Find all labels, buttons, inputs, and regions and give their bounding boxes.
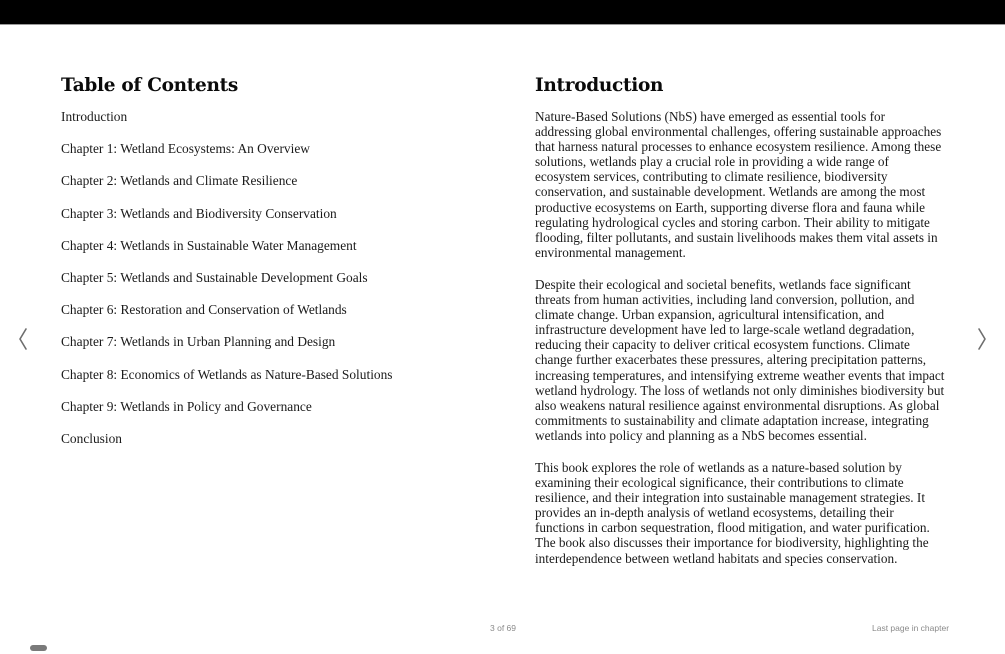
toc-title: Table of Contents — [61, 75, 239, 96]
toc-item-chapter-5[interactable]: Chapter 5: Wetlands and Sustainable Development Goals — [61, 269, 368, 285]
left-page — [61, 74, 481, 463]
chevron-right-icon — [977, 328, 987, 350]
toc-item-chapter-6[interactable]: Chapter 6: Restoration and Conservation of Wetlands — [61, 302, 347, 318]
body-paragraph: Despite their ecological and societal benefits, wetlands face significant threats from human activities, including land conversion, pollution, and climate change. Urban expansion, agricultural intensification, and infrastructure development have led to large-scale wetland degradation, reducing their capacity to deliver critical ecosystem functions. Climate change further exacerbates these pressures, altering precipitation patterns, increasing temperatures, and intensifying extreme weather events that impact wetland hydrology. The loss of wetlands not only diminishes biodiversity but also weakens natural resilience against environmental disruptions. As global commitments to sustainability and climate adaptation increase, integrating wetlands into policy and planning as a NbS becomes essential. — [535, 276, 945, 443]
previous-page-button[interactable] — [13, 324, 33, 354]
chevron-left-icon — [18, 328, 28, 350]
toc-item-chapter-7[interactable]: Chapter 7: Wetlands in Urban Planning and Design — [61, 334, 336, 350]
toc-item-chapter-8[interactable]: Chapter 8: Economics of Wetlands as Nature-Based Solutions — [61, 366, 393, 382]
body-paragraph: This book explores the role of wetlands as a nature-based solution by examining their ecological significance, their contributions to climate resilience, and their integration into sustainable management strategies. It provides an in-depth analysis of wetland ecosystems, detailing their functions in carbon sequestration, flood mitigation, and water purification. The book also discusses their importance for biodiversity, highlighting the interdependence between wetland habitats and species conservation. — [535, 459, 930, 566]
toc-item-conclusion[interactable]: Conclusion — [61, 430, 123, 446]
toc-item-introduction[interactable]: Introduction — [61, 109, 128, 124]
chapter-title: Introduction — [535, 75, 664, 96]
top-bar — [0, 0, 1005, 25]
home-indicator[interactable] — [30, 645, 47, 651]
body-paragraph: Nature-Based Solutions (NbS) have emerged as essential tools for addressing global environmental challenges, offering sustainable approaches that harness natural processes to enhance ecosystem resilience. Among these solutions, wetlands play a crucial role in providing a wide range of ecosystem services, contributing to climate resilience, biodiversity conservation, and sustainable development. Wetlands are among the most productive ecosystems on Earth, supporting diverse flora and fauna while regulating hydrological cycles and storing carbon. Their ability to mitigate flooding, filter pollutants, and sustain livelihoods makes them vital assets in environmental management. — [535, 109, 942, 260]
toc-item-chapter-2[interactable]: Chapter 2: Wetlands and Climate Resilience — [61, 173, 298, 189]
toc-item-chapter-1[interactable]: Chapter 1: Wetland Ecosystems: An Overview — [61, 141, 310, 157]
toc-item-chapter-9[interactable]: Chapter 9: Wetlands in Policy and Governance — [61, 398, 312, 414]
toc-item-chapter-4[interactable]: Chapter 4: Wetlands in Sustainable Water Management — [61, 237, 357, 253]
toc-item-chapter-3[interactable]: Chapter 3: Wetlands and Biodiversity Conservation — [61, 205, 337, 221]
right-page — [535, 74, 945, 583]
next-page-button[interactable] — [972, 324, 992, 354]
page-count: 3 of 69 — [490, 623, 516, 633]
toc-list — [61, 109, 481, 463]
chapter-status: Last page in chapter — [872, 623, 950, 633]
